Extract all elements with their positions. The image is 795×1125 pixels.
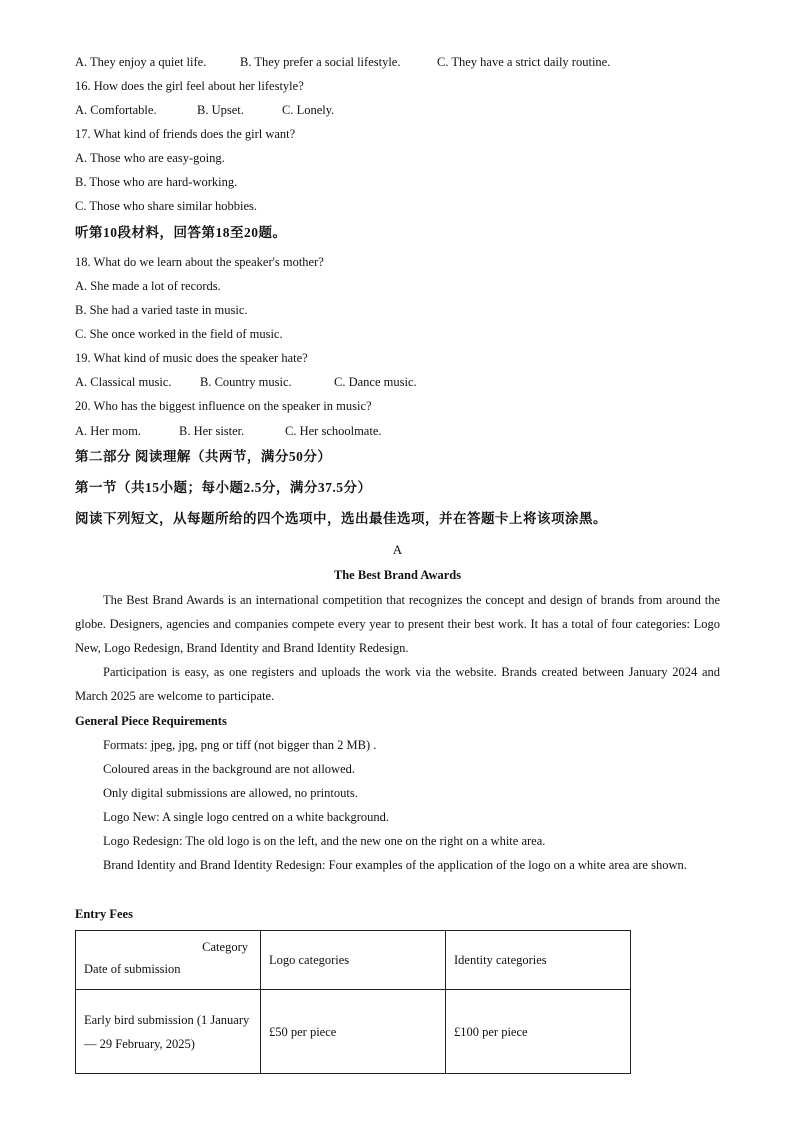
q15-option-b: B. They prefer a social lifestyle. [240, 55, 401, 69]
q20-option-b: B. Her sister. [179, 424, 245, 438]
q17-option-b: B. Those who are hard-working. [75, 175, 238, 189]
instructions: 阅读下列短文，从每题所给的四个选项中，选出最佳选项，并在答题卡上将该项涂黑。 [75, 511, 607, 526]
section-1-title: 第一节（共15小题；每小题2.5分，满分37.5分） [75, 480, 372, 495]
row-early-bird-identity-fee: £100 per piece [446, 990, 631, 1074]
general-requirements-heading: General Piece Requirements [75, 714, 227, 728]
q16-question: 16. How does the girl feel about her lifestyle? [75, 79, 304, 93]
requirement-formats: Formats: jpeg, jpg, png or tiff (not bigger than 2 MB) . [103, 738, 377, 752]
q17-option-c: C. Those who share similar hobbies. [75, 199, 258, 213]
q18-option-a: A. She made a lot of records. [75, 279, 221, 293]
q20-option-a: A. Her mom. [75, 424, 141, 438]
q17-question: 17. What kind of friends does the girl want? [75, 127, 296, 141]
paragraph-2-text: Participation is easy, as one registers and uploads the work via the website. Brands created between January 2024 and March 2025 are welcome to participate. [75, 665, 720, 703]
q18-question: 18. What do we learn about the speaker's mother? [75, 255, 324, 269]
table-row [76, 990, 631, 1074]
requirement-brand-identity-text: Brand Identity and Brand Identity Redesign: Four examples of the application of the logo on a white area are shown. [103, 858, 687, 872]
q15-options [75, 54, 610, 70]
q19-options [75, 374, 417, 390]
entry-fees-heading: Entry Fees [75, 907, 133, 921]
q16-options [75, 102, 334, 118]
table-header-diagonal-cell [76, 931, 261, 990]
q19-option-c: C. Dance music. [334, 375, 417, 389]
requirement-logo-new: Logo New: A single logo centred on a white background. [103, 810, 390, 824]
header-logo-categories: Logo categories [261, 931, 446, 990]
section-10-heading: 听第10段材料，回答第18至20题。 [75, 225, 287, 240]
q16-option-c: C. Lonely. [282, 103, 335, 117]
paragraph-2 [75, 660, 720, 708]
q18-option-c: C. She once worked in the field of music. [75, 327, 283, 341]
q20-options [75, 423, 382, 439]
header-date-label: Date of submission [84, 962, 181, 976]
q15-option-a: A. They enjoy a quiet life. [75, 55, 207, 69]
q17-option-a: A. Those who are easy-going. [75, 151, 225, 165]
q16-option-a: A. Comfortable. [75, 103, 157, 117]
q15-option-c: C. They have a strict daily routine. [437, 55, 611, 69]
q19-question: 19. What kind of music does the speaker hate? [75, 351, 308, 365]
row-early-bird-logo-fee: £50 per piece [261, 990, 446, 1074]
header-identity-categories: Identity categories [446, 931, 631, 990]
q20-option-c: C. Her schoolmate. [285, 424, 382, 438]
passage-title: The Best Brand Awards [333, 568, 462, 582]
q18-option-b: B. She had a varied taste in music. [75, 303, 248, 317]
q20-question: 20. Who has the biggest influence on the speaker in music? [75, 399, 372, 413]
q19-option-a: A. Classical music. [75, 375, 172, 389]
paragraph-1 [75, 588, 720, 660]
row-early-bird-label: Early bird submission (1 January — 29 February, 2025) [76, 990, 261, 1074]
requirement-digital: Only digital submissions are allowed, no printouts. [103, 786, 358, 800]
requirement-brand-identity [75, 853, 720, 877]
part-2-title: 第二部分 阅读理解（共两节，满分50分） [75, 449, 332, 464]
requirement-logo-redesign: Logo Redesign: The old logo is on the left, and the new one on the right on a white area. [103, 834, 546, 848]
q19-option-b: B. Country music. [200, 375, 292, 389]
table-header-row [76, 931, 631, 990]
requirement-background: Coloured areas in the background are not allowed. [103, 762, 355, 776]
entry-fees-table [75, 930, 631, 1074]
header-category-label: Category [202, 940, 248, 954]
passage-letter: A [392, 542, 403, 557]
paragraph-1-text: The Best Brand Awards is an international competition that recognizes the concept and design of brands from around the globe. Designers, agencies and companies compete every year to present their best work. It has a total of four categories: Logo New, Logo Redesign, Brand Identity and Brand Identity Redesign. [75, 593, 720, 655]
q16-option-b: B. Upset. [197, 103, 244, 117]
